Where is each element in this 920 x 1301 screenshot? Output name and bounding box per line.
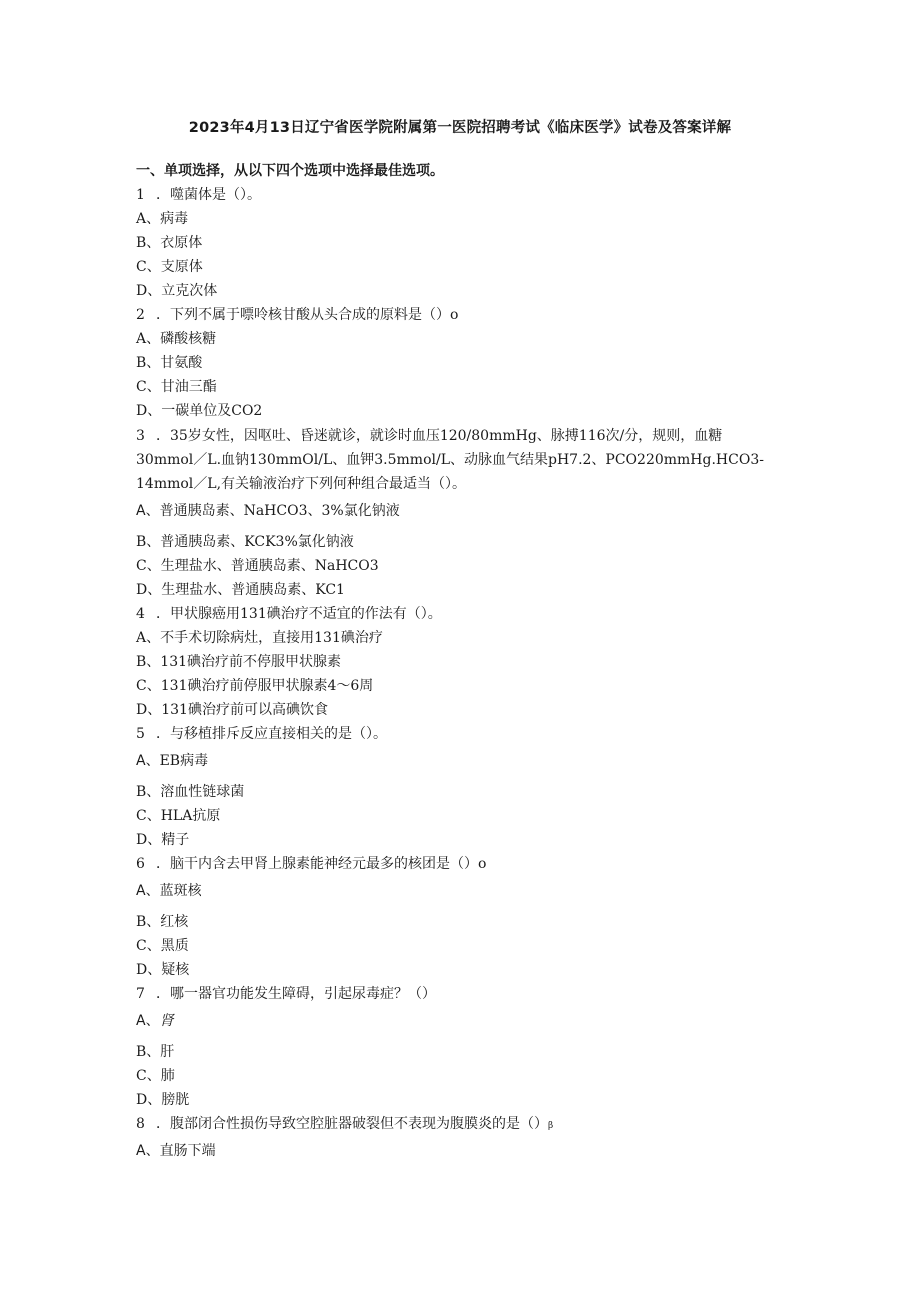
question-7-stem <box>136 985 436 1003</box>
option-4d: D、131碘治疗前可以高碘饮食 <box>136 702 328 718</box>
option-3a: A、普通胰岛素、NaHCO3、3%氯化钠液 <box>136 503 400 519</box>
question-3-stem <box>136 427 722 445</box>
option-1c: C、支原体 <box>136 259 203 275</box>
option-1b: B、衣原体 <box>136 235 203 251</box>
question-number: 2 <box>136 307 145 323</box>
question-2-stem <box>136 306 458 324</box>
option-3c: C、生理盐水、普通胰岛素、NaHCO3 <box>136 558 379 574</box>
question-3-stem-line3: 14mmol／L,有关输液治疗下列何种组合最适当（）。 <box>136 476 467 492</box>
option-3b: B、普通胰岛素、KCK3%氯化钠液 <box>136 534 354 550</box>
option-5c: C、HLA抗原 <box>136 808 221 824</box>
option-1a: A、病毒 <box>136 211 189 227</box>
question-number: 4 <box>136 606 145 622</box>
stray-mark: β <box>548 1121 554 1131</box>
document-title: 2023年4月13日辽宁省医学院附属第一医院招聘考试《临床医学》试卷及答案详解 <box>188 120 732 136</box>
option-7a: A、肾 <box>136 1013 174 1029</box>
question-4-stem <box>136 605 442 623</box>
question-text: ．哪一器官功能发生障碍，引起尿毒症？（） <box>156 986 436 1002</box>
question-number: 5 <box>136 726 145 742</box>
question-1-stem <box>136 186 261 204</box>
question-number: 1 <box>136 187 145 203</box>
question-text: ．与移植排斥反应直接相关的是（）。 <box>156 726 387 742</box>
option-6a: A、蓝斑核 <box>136 883 202 899</box>
section-heading: 一、单项选择，从以下四个选项中选择最佳选项。 <box>136 163 444 179</box>
option-8a: A、直肠下端 <box>136 1143 216 1159</box>
question-text: ．噬菌体是（）。 <box>156 187 261 203</box>
question-3-stem-line2: 30mmol／L.血钠130mmOl/L、血钾3.5mmol/L、动脉血气结果pH7.2、PCO220mmHg.HCO3- <box>136 452 764 468</box>
option-6b: B、红核 <box>136 914 189 930</box>
option-4c: C、131碘治疗前停服甲状腺素4～6周 <box>136 678 374 694</box>
option-2d: D、一碳单位及CO2 <box>136 403 263 419</box>
question-6-stem <box>136 855 486 873</box>
question-number: 3 <box>136 428 145 444</box>
option-6c: C、黑质 <box>136 938 189 954</box>
question-number: 6 <box>136 856 145 872</box>
option-5a: A、EB病毒 <box>136 753 209 769</box>
option-5d: D、精子 <box>136 832 190 848</box>
option-4b: B、131碘治疗前不停服甲状腺素 <box>136 654 342 670</box>
question-8-stem <box>136 1115 553 1135</box>
question-number: 8 <box>136 1116 145 1132</box>
question-text: ．下列不属于嘌呤核甘酸从头合成的原料是（）o <box>156 307 459 323</box>
option-4a: A、不手术切除病灶，直接用131碘治疗 <box>136 630 383 646</box>
option-2b: B、甘氨酸 <box>136 355 203 371</box>
question-5-stem <box>136 725 387 743</box>
option-7d: D、膀胱 <box>136 1092 190 1108</box>
question-text: ．35岁女性，因呕吐、昏迷就诊，就诊时血压120/80mmHg、脉搏116次/分，规则，血糖 <box>156 428 723 444</box>
option-6d: D、疑核 <box>136 962 190 978</box>
option-1d: D、立克次体 <box>136 283 218 299</box>
question-text: ．腹部闭合性损伤导致空腔脏器破裂但不表现为腹膜炎的是（） <box>156 1116 548 1132</box>
option-5b: B、溶血性链球菌 <box>136 784 245 800</box>
question-text: ．甲状腺癌用131碘治疗不适宜的作法有（）。 <box>156 606 442 622</box>
option-7c: C、肺 <box>136 1068 175 1084</box>
option-7b: B、肝 <box>136 1044 175 1060</box>
option-3d: D、生理盐水、普通胰岛素、KC1 <box>136 582 345 598</box>
question-number: 7 <box>136 986 145 1002</box>
option-2a: A、磷酸核糖 <box>136 331 217 347</box>
question-text: ．脑干内含去甲肾上腺素能神经元最多的核团是（）o <box>156 856 487 872</box>
option-2c: C、甘油三酯 <box>136 379 217 395</box>
